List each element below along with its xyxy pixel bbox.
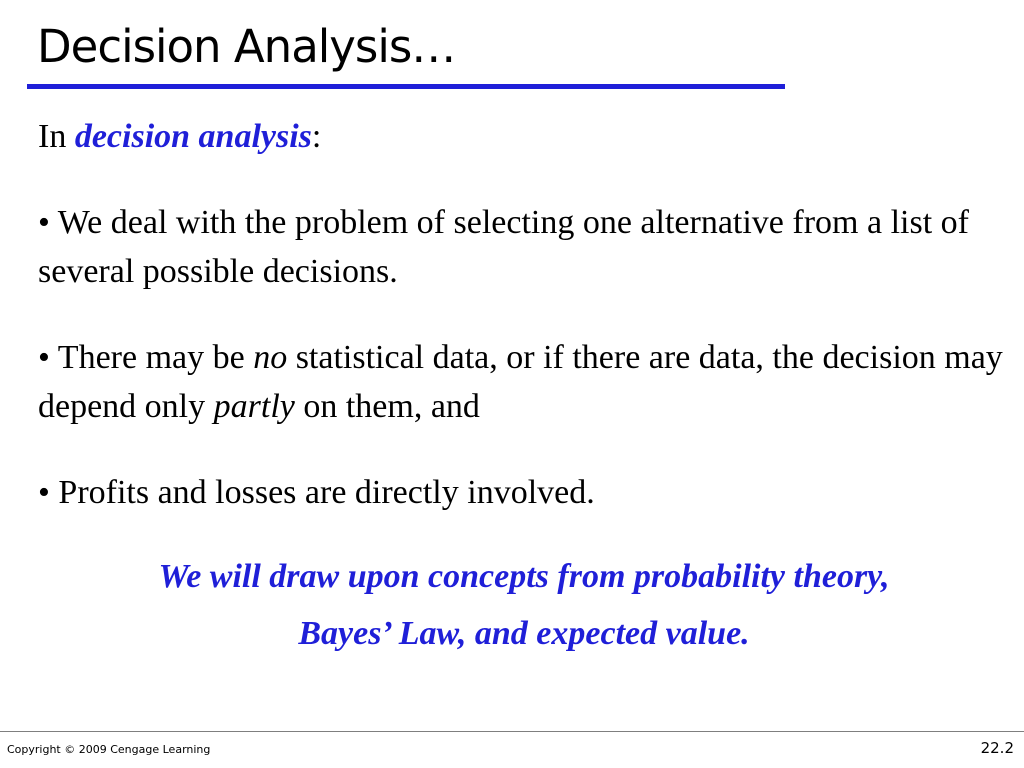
conclusion-line-1: We will draw upon concepts from probability theory,	[158, 558, 890, 595]
slide-number: 22.2	[980, 739, 1014, 757]
copyright-notice: Copyright © 2009 Cengage Learning	[7, 743, 211, 756]
intro-suffix: :	[311, 118, 322, 155]
bullet-2-emphasis-partly: partly	[213, 388, 295, 425]
title-underline	[27, 84, 785, 89]
bullet-1	[38, 198, 1008, 296]
slide-body	[38, 112, 1008, 517]
bullet-3-text: Profits and losses are directly involved.	[58, 474, 595, 511]
bullet-2	[38, 333, 1008, 431]
bullet-2-emphasis-no: no	[253, 339, 288, 376]
bullet-2-text-part3: on them, and	[294, 388, 480, 425]
bullet-2-text-part1: There may be	[57, 339, 254, 376]
intro-prefix: In	[38, 118, 75, 155]
footer-divider	[0, 731, 1024, 732]
bullet-2-text-part2: statistical data, or if there are data, the decision may depend only	[38, 339, 1003, 425]
bullet-marker: •	[38, 204, 58, 241]
conclusion-line-2: Bayes’ Law, and expected value.	[298, 615, 750, 652]
intro-line	[38, 112, 1008, 161]
bullet-marker: •	[38, 339, 58, 376]
bullet-3	[38, 468, 1008, 517]
conclusion	[27, 548, 1021, 662]
bullet-1-text: We deal with the problem of selecting one alternative from a list of several possible decisions.	[38, 204, 969, 290]
bullet-marker: •	[38, 474, 59, 511]
intro-term: decision analysis	[74, 118, 312, 155]
slide-title: Decision Analysis…	[37, 20, 456, 73]
